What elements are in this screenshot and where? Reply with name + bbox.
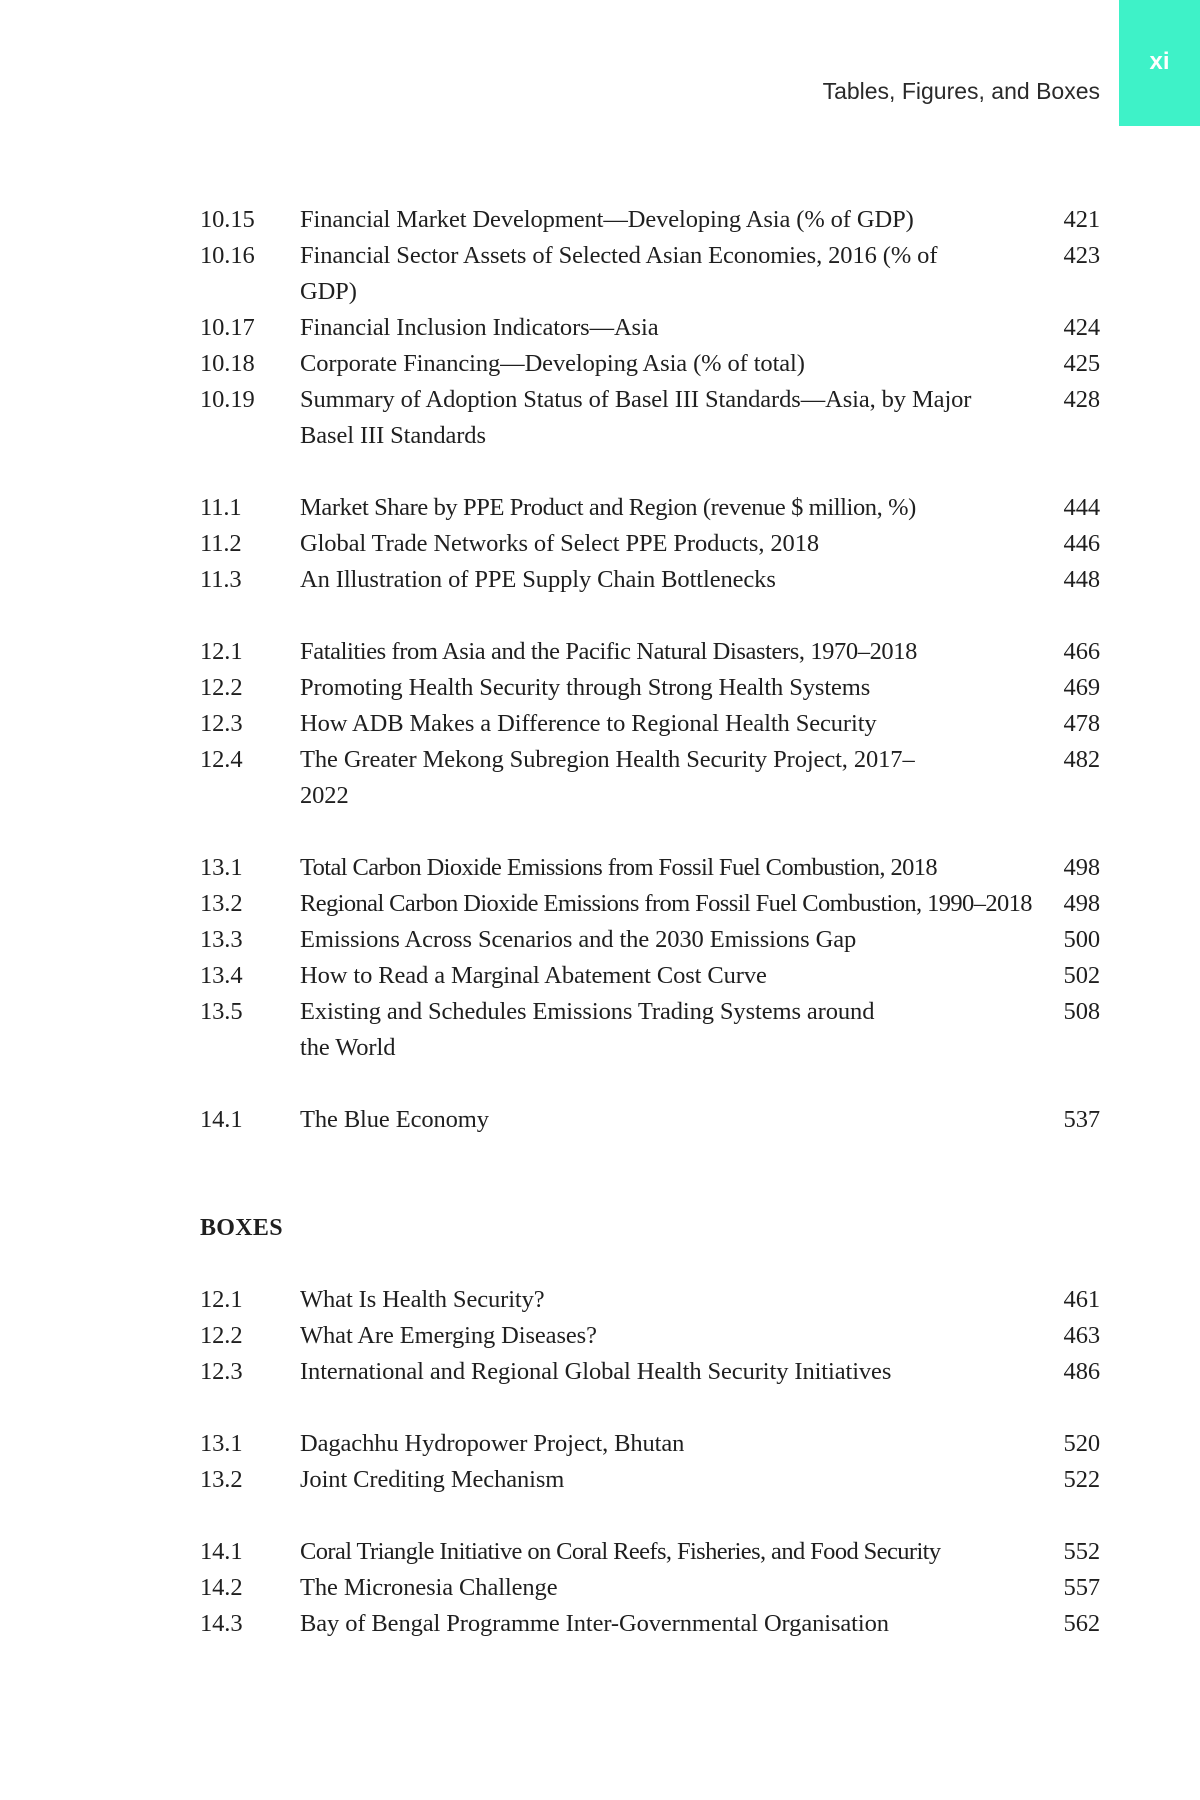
group-spacer — [200, 814, 1100, 850]
entry-page: 428 — [1063, 386, 1100, 413]
entry-title: Financial Market Development—Developing Asia (% of GDP) — [300, 206, 914, 233]
entry-title: Global Trade Networks of Select PPE Products, 2018 — [300, 530, 819, 557]
toc-entry[interactable] — [200, 706, 1100, 742]
toc-entry[interactable] — [200, 1426, 1100, 1462]
page-number-tab — [1119, 0, 1200, 126]
entry-number: 10.16 — [200, 242, 255, 269]
section-spacer — [200, 1138, 1100, 1210]
entry-title: What Are Emerging Diseases? — [300, 1322, 597, 1349]
entry-page: 448 — [1063, 566, 1100, 593]
toc-entry[interactable] — [200, 1534, 1100, 1570]
figure-group-10 — [200, 202, 1100, 454]
toc-entry[interactable] — [200, 346, 1100, 382]
entry-page: 423 — [1063, 242, 1100, 269]
entry-page: 562 — [1063, 1610, 1100, 1637]
toc-entry[interactable] — [200, 562, 1100, 598]
entry-number: 14.3 — [200, 1610, 243, 1637]
entry-page: 498 — [1063, 890, 1100, 917]
entry-page: 421 — [1063, 206, 1100, 233]
entry-page: 498 — [1063, 854, 1100, 881]
entry-title: Market Share by PPE Product and Region (revenue $ million, %) — [300, 494, 916, 521]
boxes-heading: BOXES — [200, 1215, 283, 1241]
page-number: xi — [1149, 48, 1170, 75]
entry-number: 13.4 — [200, 962, 243, 989]
entry-number: 13.1 — [200, 1430, 243, 1457]
entry-page: 478 — [1063, 710, 1100, 737]
entry-title: Coral Triangle Initiative on Coral Reefs, Fisheries, and Food Security — [300, 1538, 941, 1565]
box-group-13 — [200, 1426, 1100, 1498]
entry-number: 12.2 — [200, 1322, 243, 1349]
toc-entry[interactable] — [200, 958, 1100, 994]
toc-entry[interactable] — [200, 1606, 1100, 1642]
toc-content — [200, 202, 1100, 1642]
entry-number: 14.2 — [200, 1574, 243, 1601]
toc-entry[interactable] — [200, 850, 1100, 886]
entry-page: 466 — [1063, 638, 1100, 665]
entry-number: 11.1 — [200, 494, 242, 521]
entry-number: 13.2 — [200, 1466, 243, 1493]
toc-entry[interactable] — [200, 742, 1100, 814]
entry-number: 14.1 — [200, 1106, 243, 1133]
entry-title: Financial Inclusion Indicators—Asia — [300, 314, 659, 341]
entry-page: 425 — [1063, 350, 1100, 377]
entry-title: Summary of Adoption Status of Basel III Standards—Asia, by Major Basel III Standards — [300, 386, 972, 449]
entry-page: 444 — [1063, 494, 1100, 521]
entry-page: 461 — [1063, 1286, 1100, 1313]
entry-title: Dagachhu Hydropower Project, Bhutan — [300, 1430, 685, 1457]
entry-page: 500 — [1063, 926, 1100, 953]
figure-group-12 — [200, 634, 1100, 814]
entry-number: 14.1 — [200, 1538, 243, 1565]
entry-page: 463 — [1063, 1322, 1100, 1349]
entry-number: 13.5 — [200, 998, 243, 1025]
group-spacer — [200, 1498, 1100, 1534]
toc-entry[interactable] — [200, 490, 1100, 526]
toc-entry[interactable] — [200, 526, 1100, 562]
entry-title: How to Read a Marginal Abatement Cost Curve — [300, 962, 767, 989]
entry-page: 486 — [1063, 1358, 1100, 1385]
box-group-12 — [200, 1282, 1100, 1390]
entry-number: 13.1 — [200, 854, 243, 881]
figure-group-11 — [200, 490, 1100, 598]
entry-page: 482 — [1063, 746, 1100, 773]
entry-title: What Is Health Security? — [300, 1286, 545, 1313]
toc-entry[interactable] — [200, 1102, 1100, 1138]
entry-title: Emissions Across Scenarios and the 2030 Emissions Gap — [300, 926, 857, 953]
entry-number: 10.19 — [200, 386, 255, 413]
entry-page: 520 — [1063, 1430, 1100, 1457]
toc-entry[interactable] — [200, 886, 1100, 922]
entry-title: Bay of Bengal Programme Inter-Governmental Organisation — [300, 1610, 889, 1637]
entry-page: 537 — [1063, 1106, 1100, 1133]
toc-entry[interactable] — [200, 202, 1100, 238]
toc-entry[interactable] — [200, 382, 1100, 454]
entry-title: Joint Crediting Mechanism — [300, 1466, 565, 1493]
running-header-title: Tables, Figures, and Boxes — [822, 78, 1100, 104]
entry-number: 10.17 — [200, 314, 255, 341]
group-spacer — [200, 1066, 1100, 1102]
entry-number: 12.1 — [200, 1286, 243, 1313]
entry-number: 11.3 — [200, 566, 242, 593]
toc-entry[interactable] — [200, 238, 1100, 310]
entry-title: Promoting Health Security through Strong Health Systems — [300, 674, 871, 701]
toc-entry[interactable] — [200, 310, 1100, 346]
entry-title: Existing and Schedules Emissions Trading Systems around the World — [300, 998, 875, 1061]
entry-title: Total Carbon Dioxide Emissions from Fossil Fuel Combustion, 2018 — [300, 854, 938, 881]
entry-page: 424 — [1063, 314, 1100, 341]
toc-entry[interactable] — [200, 1570, 1100, 1606]
box-group-14 — [200, 1534, 1100, 1642]
entry-page: 502 — [1063, 962, 1100, 989]
entry-title: The Greater Mekong Subregion Health Security Project, 2017–2022 — [300, 746, 915, 809]
entry-number: 12.3 — [200, 1358, 243, 1385]
entry-title: Corporate Financing—Developing Asia (% of total) — [300, 350, 805, 377]
toc-entry[interactable] — [200, 1318, 1100, 1354]
group-spacer — [200, 1390, 1100, 1426]
entry-title: How ADB Makes a Difference to Regional Health Security — [300, 710, 877, 737]
entry-number: 12.3 — [200, 710, 243, 737]
entry-number: 13.3 — [200, 926, 243, 953]
toc-entry[interactable] — [200, 670, 1100, 706]
entry-number: 13.2 — [200, 890, 243, 917]
entry-number: 10.15 — [200, 206, 255, 233]
entry-page: 557 — [1063, 1574, 1100, 1601]
entry-title: The Blue Economy — [300, 1106, 489, 1133]
entry-number: 12.1 — [200, 638, 243, 665]
toc-entry[interactable] — [200, 1354, 1100, 1390]
entry-title: Regional Carbon Dioxide Emissions from Fossil Fuel Combustion, 1990–2018 — [300, 890, 1032, 917]
entry-number: 11.2 — [200, 530, 242, 557]
toc-entry[interactable] — [200, 922, 1100, 958]
figure-group-14 — [200, 1102, 1100, 1138]
entry-page: 552 — [1063, 1538, 1100, 1565]
entry-title: Financial Sector Assets of Selected Asian Economies, 2016 (% of GDP) — [300, 242, 938, 305]
entry-page: 508 — [1063, 998, 1100, 1025]
figure-group-13 — [200, 850, 1100, 1066]
entry-page: 522 — [1063, 1466, 1100, 1493]
entry-number: 12.2 — [200, 674, 243, 701]
group-spacer — [200, 598, 1100, 634]
toc-entry[interactable] — [200, 994, 1100, 1066]
entry-title: Fatalities from Asia and the Pacific Natural Disasters, 1970–2018 — [300, 638, 917, 665]
entry-title: An Illustration of PPE Supply Chain Bottlenecks — [300, 566, 776, 593]
entry-page: 469 — [1063, 674, 1100, 701]
group-spacer — [200, 454, 1100, 490]
entry-number: 10.18 — [200, 350, 255, 377]
entry-title: International and Regional Global Health Security Initiatives — [300, 1358, 892, 1385]
entry-page: 446 — [1063, 530, 1100, 557]
toc-entry[interactable] — [200, 1282, 1100, 1318]
toc-entry[interactable] — [200, 634, 1100, 670]
entry-title: The Micronesia Challenge — [300, 1574, 558, 1601]
entry-number: 12.4 — [200, 746, 243, 773]
toc-entry[interactable] — [200, 1462, 1100, 1498]
